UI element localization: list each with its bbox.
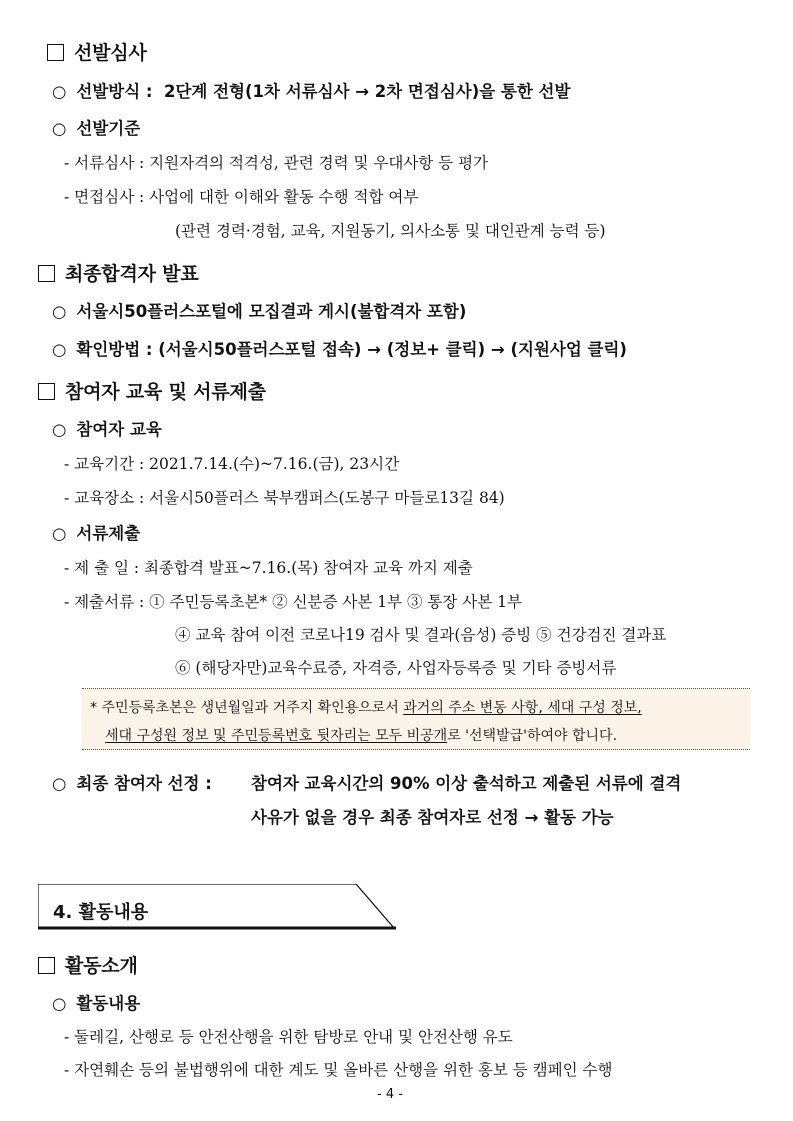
final-selection: ○ 최종 참여자 선정 : bbox=[52, 774, 212, 793]
education-period: - 교육기간 : 2021.7.14.(수)~7.16.(금), 23시간 bbox=[64, 455, 400, 473]
criteria-document-review: - 서류심사 : 지원자격의 적격성, 관련 경력 및 우대사항 등 평가 bbox=[64, 154, 489, 172]
activity-heading: ○ 활동내용 bbox=[52, 994, 141, 1013]
circle-bullet-icon: ○ bbox=[52, 302, 67, 321]
documents-heading: ○ 서류제출 bbox=[52, 524, 141, 543]
section-heading-activity: 활동소개 bbox=[38, 951, 138, 978]
checkbox-icon bbox=[38, 383, 55, 400]
checkbox-icon bbox=[38, 957, 55, 974]
note-underlined-text: 과거의 주소 변동 사항, 세대 구성 정보, bbox=[403, 700, 642, 716]
section-heading-announcement: 최종합격자 발표 bbox=[38, 259, 199, 286]
announcement-item-portal: ○ 서울시50플러스포털에 모집결과 게시(불합격자 포함) bbox=[52, 302, 467, 321]
circle-bullet-icon: ○ bbox=[52, 119, 67, 138]
note-underlined-text: 세대 구성원 정보 및 주민등록번호 뒷자리는 모두 비공개 bbox=[105, 728, 448, 744]
checkbox-icon bbox=[47, 44, 64, 61]
circle-bullet-icon: ○ bbox=[52, 340, 67, 359]
banner-title: 4. 활동내용 bbox=[53, 902, 149, 923]
activity-item-2: - 자연훼손 등의 불법행위에 대한 계도 및 올바른 산행을 위한 홍보 등 캠페인 수행 bbox=[64, 1061, 613, 1079]
circle-bullet-icon: ○ bbox=[52, 774, 67, 793]
announcement-item-method: ○ 확인방법 : (서울시50플러스포털 접속) → (정보+ 클릭) → (지원사업 클릭) bbox=[52, 340, 627, 359]
section-banner bbox=[38, 884, 398, 932]
documents-list-line-1: - 제출서류 : ① 주민등록초본* ② 신분증 사본 1부 ③ 통장 사본 1부 bbox=[64, 593, 523, 611]
criteria-interview: - 면접심사 : 사업에 대한 이해와 활동 수행 적합 여부 bbox=[64, 188, 419, 206]
activity-item-1: - 둘레길, 산행로 등 안전산행을 위한 탐방로 안내 및 안전산행 유도 bbox=[64, 1028, 513, 1046]
final-selection-line-2: 사유가 없을 경우 최종 참여자로 선정 → 활동 가능 bbox=[251, 808, 614, 827]
documents-due-date: - 제 출 일 : 최종합격 발표~7.16.(목) 참여자 교육 까지 제출 bbox=[64, 559, 473, 577]
section-heading-selection: 선발심사 bbox=[47, 38, 147, 65]
documents-list-line-3: ⑥ (해당자만)교육수료증, 자격증, 사업자등록증 및 기타 증빙서류 bbox=[175, 659, 617, 677]
education-place: - 교육장소 : 서울시50플러스 북부캠퍼스(도봉구 마들로13길 84) bbox=[64, 489, 505, 507]
page-number: - 4 - bbox=[377, 1087, 403, 1102]
circle-bullet-icon: ○ bbox=[52, 420, 67, 439]
circle-bullet-icon: ○ bbox=[52, 524, 67, 543]
selection-criteria-heading: ○ 선발기준 bbox=[52, 119, 141, 138]
resident-registration-note: * 주민등록초본은 생년월일과 거주지 확인용으로서 과거의 주소 변동 사항, 세대 구성 정보, 세대 구성원 정보 및 주민등록번호 뒷자리는 모두 비공개로 '선택발급'하여야 합니다. bbox=[82, 688, 750, 750]
selection-method: ○ 선발방식 : 2단계 전형(1차 서류심사 → 2차 면접심사)을 통한 선발 bbox=[52, 82, 571, 101]
final-selection-line-1: 참여자 교육시간의 90% 이상 출석하고 제출된 서류에 결격 bbox=[251, 774, 682, 793]
criteria-interview-detail: (관련 경력·경험, 교육, 지원동기, 의사소통 및 대인관계 능력 등) bbox=[175, 222, 606, 240]
checkbox-icon bbox=[38, 265, 55, 282]
circle-bullet-icon: ○ bbox=[52, 82, 67, 101]
documents-list-line-2: ④ 교육 참여 이전 코로나19 검사 및 결과(음성) 증빙 ⑤ 건강검진 결과표 bbox=[175, 626, 667, 644]
section-heading-education: 참여자 교육 및 서류제출 bbox=[38, 377, 266, 404]
education-heading: ○ 참여자 교육 bbox=[52, 420, 162, 439]
circle-bullet-icon: ○ bbox=[52, 994, 67, 1013]
